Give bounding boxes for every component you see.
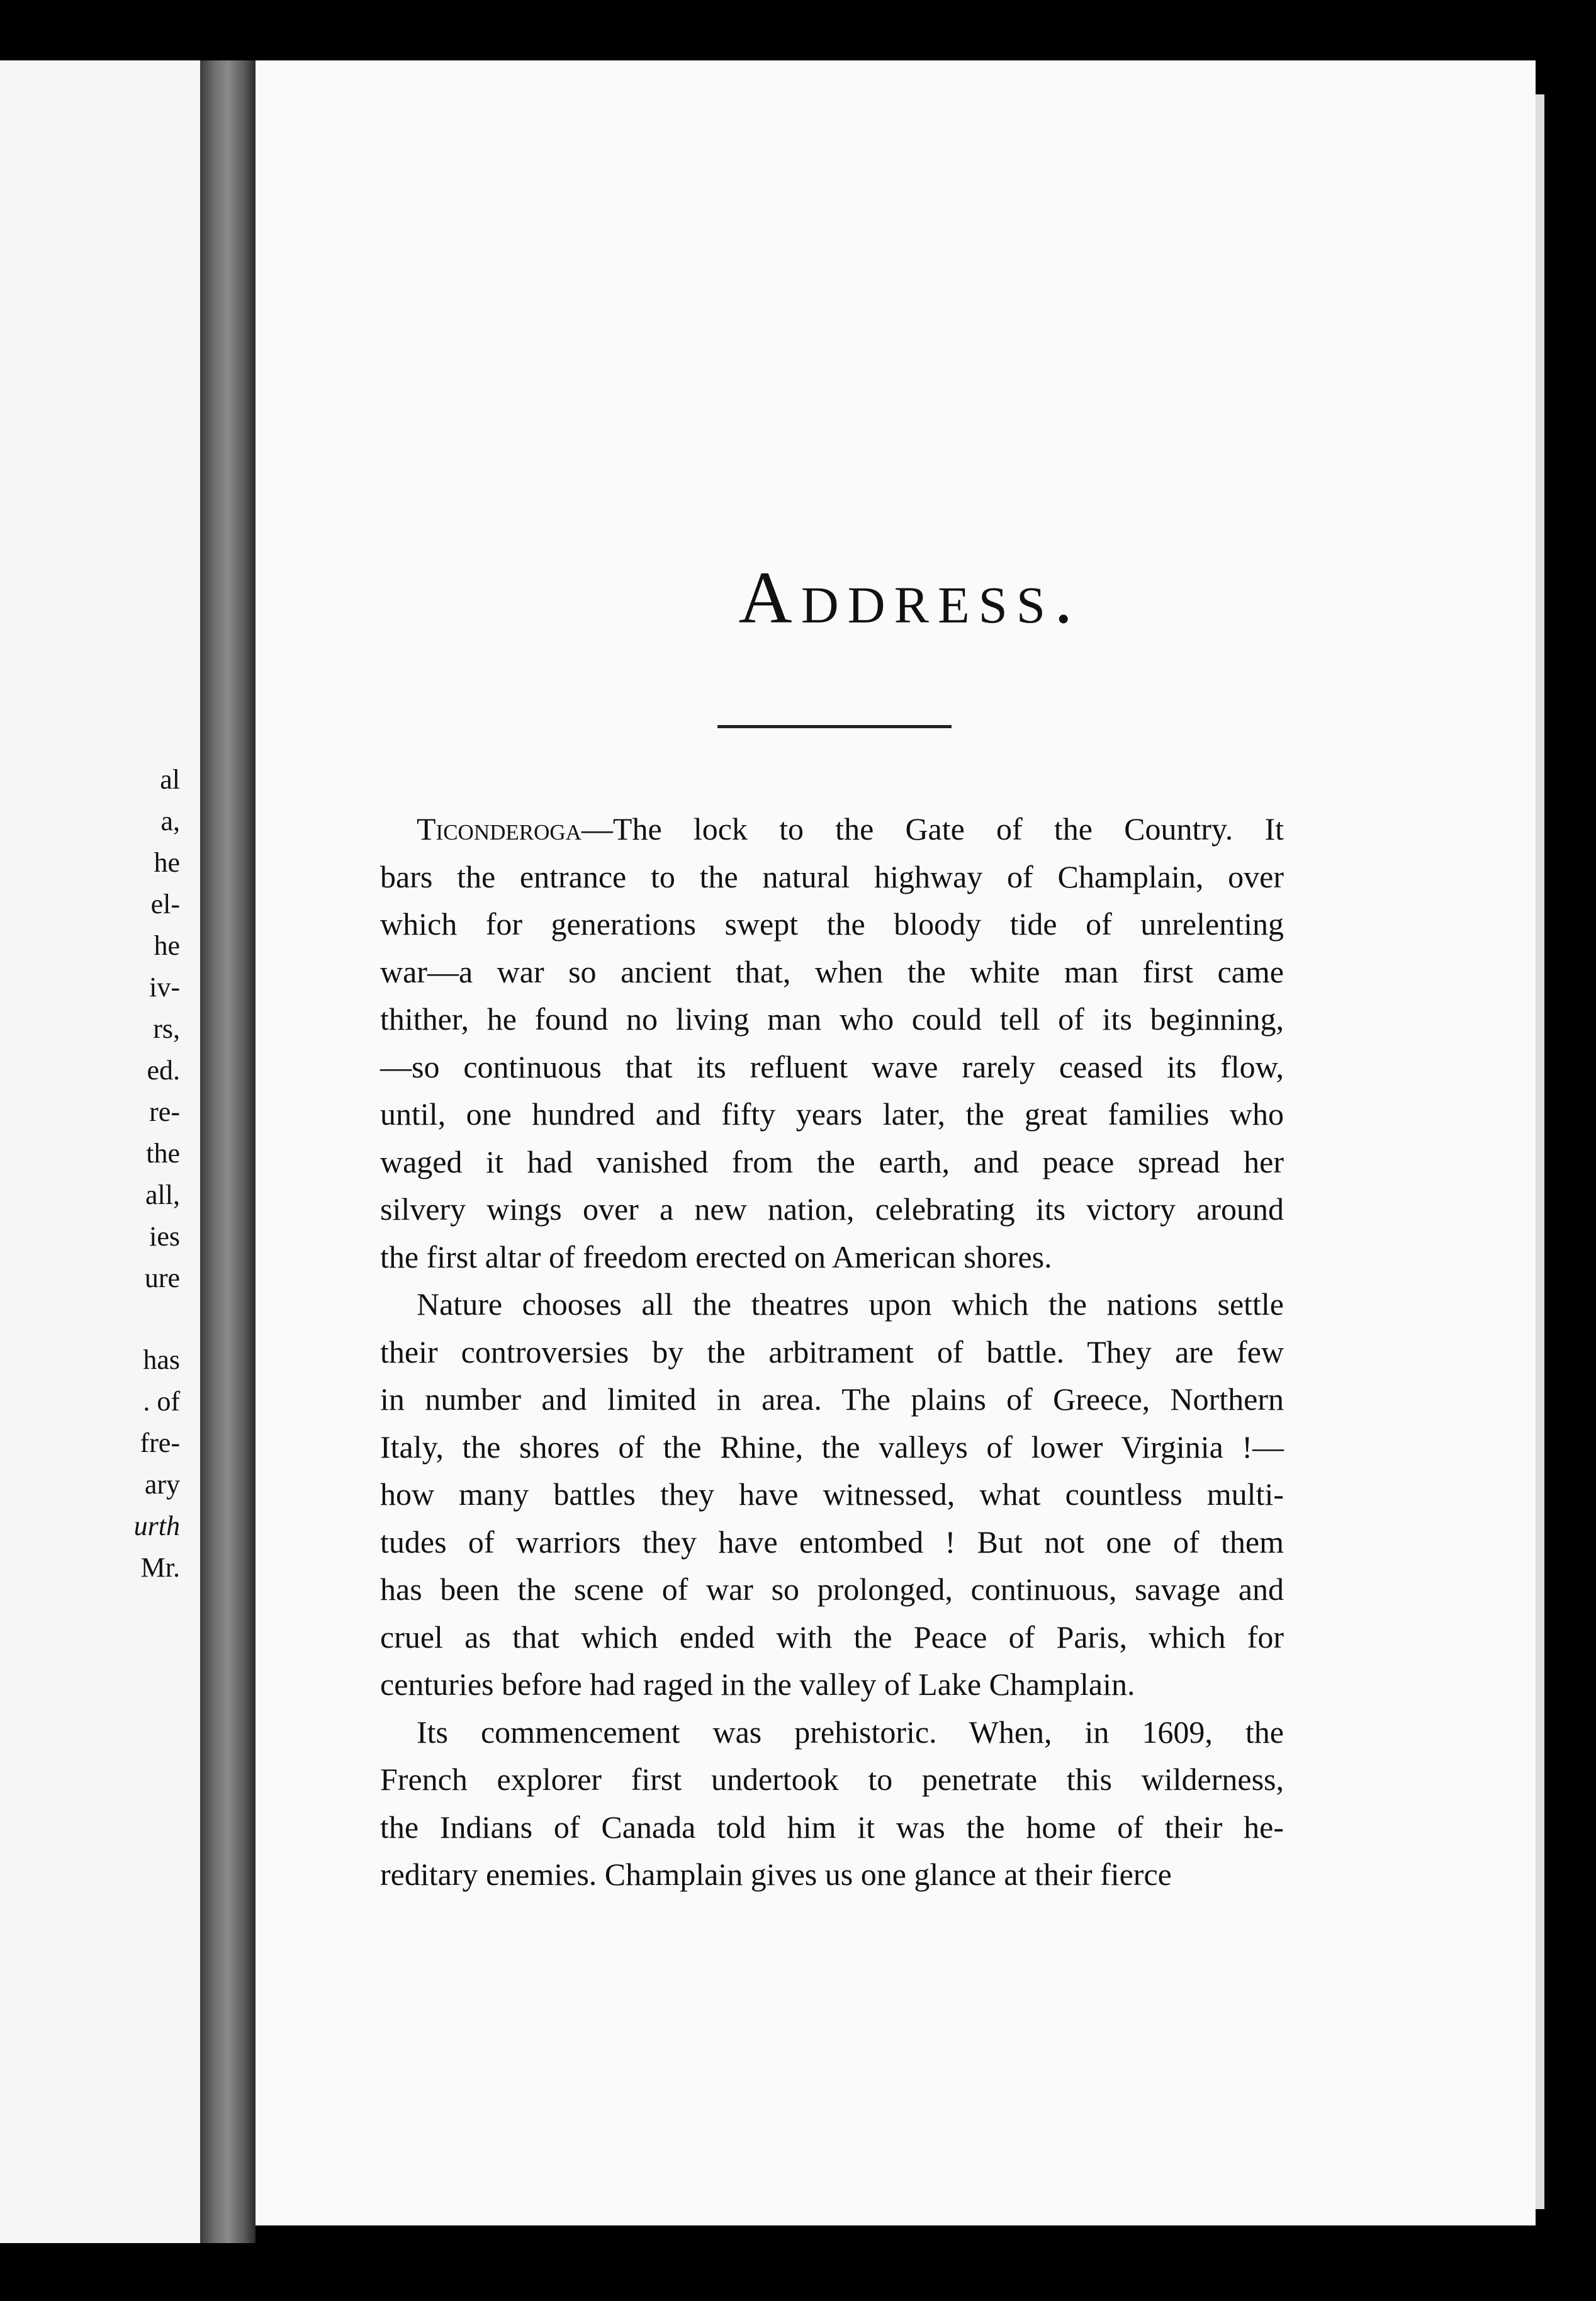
left-fragment: all, [145, 1179, 180, 1210]
text-line: their controversies by the arbitrament of battle. They are few [380, 1334, 1284, 1370]
paragraph [380, 806, 1284, 1281]
text-line: has been the scene of war so prolonged, continuous, savage and [380, 1572, 1284, 1607]
left-fragment: rs, [153, 1013, 180, 1044]
left-facing-page [0, 60, 200, 2243]
left-fragment: el- [150, 889, 180, 920]
text-line: Italy, the shores of the Rhine, the valleys of lower Virginia !— [380, 1429, 1284, 1465]
text-line: war—a war so ancient that, when the white man first came [380, 954, 1284, 989]
left-fragment: fre- [140, 1427, 180, 1458]
text-line: which for generations swept the bloody tide of unrelenting [380, 906, 1284, 942]
left-fragment: re- [149, 1096, 180, 1127]
text-line: silvery wings over a new nation, celebrating its victory around [380, 1191, 1284, 1227]
text-line: in number and limited in area. The plains of Greece, Northern [380, 1381, 1284, 1417]
left-fragment: the [146, 1138, 180, 1169]
left-fragment: Mr. [140, 1552, 180, 1583]
text-line: bars the entrance to the natural highway of Champlain, over [380, 858, 1284, 894]
text-line: the Indians of Canada told him it was the home of their he- [380, 1809, 1284, 1845]
left-fragment: he [154, 847, 180, 878]
text-line: centuries before had raged in the valley of Lake Champlain. [380, 1667, 1135, 1702]
text-line: Ticonderoga—The lock to the Gate of the Country. It [417, 811, 1284, 847]
text-line: —so continuous that its refluent wave rarely ceased its flow, [380, 1049, 1284, 1084]
text-line: how many battles they have witnessed, what countless multi- [380, 1477, 1284, 1512]
text-line: cruel as that which ended with the Peace of Paris, which for [380, 1619, 1284, 1655]
left-fragment: ies [149, 1221, 180, 1252]
left-fragment: ed. [147, 1055, 180, 1086]
left-fragment: urth [133, 1511, 180, 1541]
body-text [380, 806, 1284, 1899]
page-title: Address. [738, 556, 1082, 639]
text-line: until, one hundred and fifty years later, the great families who [380, 1096, 1284, 1132]
text-line: waged it had vanished from the earth, and peace spread her [380, 1144, 1284, 1179]
left-fragment: . of [143, 1386, 180, 1417]
paragraph [380, 1281, 1284, 1709]
left-fragment: ary [144, 1469, 180, 1500]
lead-word: Ticonderoga [417, 811, 582, 847]
page-edge [1536, 94, 1544, 2209]
text-line: the first altar of freedom erected on American shores. [380, 1239, 1052, 1274]
left-fragment: he [154, 930, 180, 961]
book-gutter [200, 60, 256, 2243]
left-page-text-fragments [0, 759, 189, 1589]
text-line: Nature chooses all the theatres upon which the nations settle [417, 1286, 1284, 1322]
left-fragment: iv- [149, 972, 180, 1003]
paragraph [380, 1709, 1284, 1899]
text-line: reditary enemies. Champlain gives us one glance at their fierce [380, 1857, 1172, 1892]
left-fragment: has [143, 1344, 180, 1375]
title-divider [717, 725, 952, 728]
text-line: thither, he found no living man who could tell of its beginning, [380, 1001, 1284, 1037]
left-fragment: a, [160, 806, 180, 836]
text-line: French explorer first undertook to penetrate this wilderness, [380, 1762, 1284, 1797]
left-fragment: ure [144, 1263, 180, 1293]
text-line: tudes of warriors they have entombed ! But not one of them [380, 1524, 1284, 1560]
text-line: Its commencement was prehistoric. When, in 1609, the [417, 1714, 1284, 1750]
left-fragment: al [160, 764, 180, 795]
